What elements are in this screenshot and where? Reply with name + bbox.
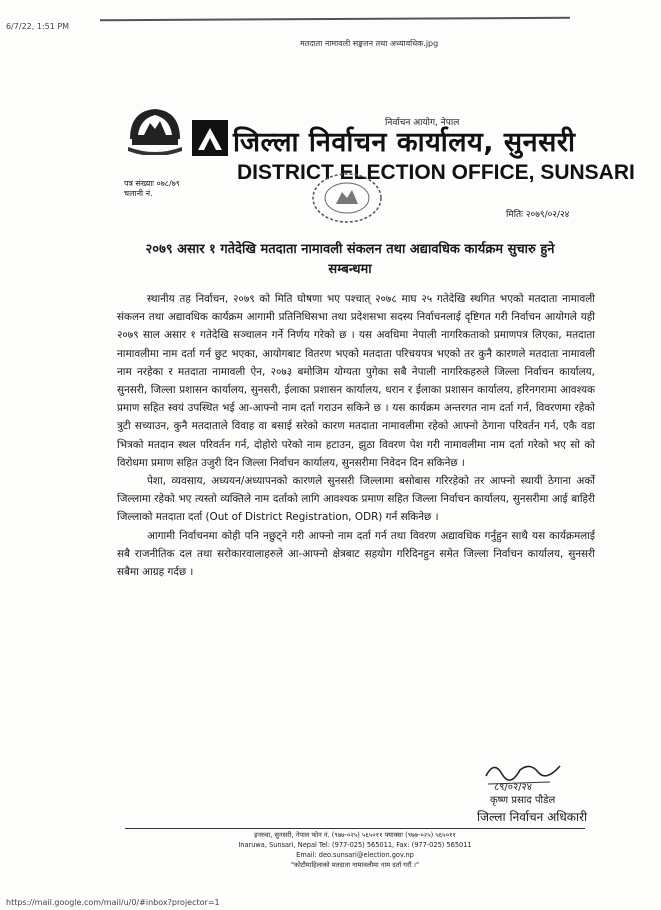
file-name: मतदाता नामावली सङ्कलन तथा अध्यावधिक.jpg xyxy=(300,39,439,48)
office-seal-stamp xyxy=(300,170,395,230)
handwritten-signature xyxy=(480,756,565,792)
reference-number: पत्र संख्याः ०७८/७९ xyxy=(124,179,180,188)
signer-title: जिल्ला निर्वाचन अधिकारी xyxy=(477,810,588,824)
office-name-english: DISTRICT ELECTION OFFICE, SUNSARI xyxy=(237,161,635,184)
page-top-border xyxy=(100,17,570,21)
print-url: https://mail.google.com/mail/u/0/#inbox?projector=1 xyxy=(6,898,220,907)
dispatch-number: चलानी नं. xyxy=(124,189,153,198)
footer-email: Email: deo.sunsari@election.gov.np xyxy=(296,851,414,859)
print-timestamp: 6/7/22, 1:51 PM xyxy=(6,22,70,31)
office-name-nepali: जिल्ला निर्वाचन कार्यालय, सुनसरी xyxy=(233,127,576,158)
footer-slogan: "कोटौमाहिलाको मतदाता नामावलीमा नाम दर्ता गरौं ।" xyxy=(290,861,420,869)
nepal-emblem-logo xyxy=(126,105,184,155)
signer-name: कृष्ण प्रसाद पौडेल xyxy=(490,795,556,806)
letter-date: मितिः २०७९/०२/२४ xyxy=(506,210,570,220)
body-paragraph: स्थानीय तह निर्वाचन, २०७९ को मिति घोषणा भए पश्चात् २०७८ माघ २५ गतेदेखि स्थगित भएको मतदाता नामावली संकलन तथा अद्यावधिक कार्यक्रम आगामी प्रतिनिधिसभा तथा प्रदेशसभा सदस्य निर्वाचनलाई दृष्टिगत गरी निर्वाचन आयोगले यही २०७९ साल असार १ गतेदेखि सञ्चालन गर्ने निर्णय गरेको छ । यस अवधिमा नेपाली नागरिकताको प्रमाणपत्र लिएका, मतदाता नामावलीमा नाम दर्ता गर्न छुट भएका, आयोगबाट वितरण भएको मतदाता परिचयपत्र भएको तर कुनै कारणले मतदाता नामावली नाम नरहेका र मतदाता नामावली ऐन, २०७३ बमोजिम योग्यता पुगेका सबै नेपाली नागरिकहरुले जिल्ला निर्वाचन कार्यालय, सुनसरी, जिल्ला प्रशासन कार्यालय, सुनसरी, ईलाका प्रशासन कार्यालय, धरान र ईलाका प्रशासन कार्यालय, हरिनगरामा आवश्यक प्रमाण सहित स्वयं उपस्थित भई आ-आफ्नो नाम दर्ता गराउन सकिने छ । यस कार्यक्रम अन्तरगत नाम दर्ता गर्न, विवरणमा रहेको त्रुटी सच्याउन, कुनै मतदाताले विवाह वा बसाई सरेको कारण मतदाता नामावलीमा रहेको आफ्नो ठेगाना परिवर्तन गर्न, एकै वडा भित्रको मतदान स्थल परिवर्तन गर्न, दोहोरो परेको नाम हटाउन, झुठा विवरण पेश गरी नामावलीमा नाम दर्ता गरेको भए सो को विरोधमा प्रमाण सहित उजुरी दिन जिल्ला निर्वाचन कार्यालय, सुनसरीमा निवेदन दिन सकिनेछ । xyxy=(117,293,595,469)
footer-address-english: Inaruwa, Sunsari, Nepal Tel: (977-025) 565011, Fax: (977-025) 565011 xyxy=(238,841,472,849)
commission-name: निर्वाचन आयोग, नेपाल xyxy=(385,118,460,128)
body-paragraph: पेशा, व्यवसाय, अध्ययन/अध्यापनको कारणले सुनसरी जिल्लामा बसोबास गरिरहेको तर आफ्नो स्थायी ठेगाना अर्को जिल्लामा रहेको भए त्यस्तो व्यक्तिले नाम दर्ताको लागि आवश्यक प्रमाण सहित जिल्ला निर्वाचन कार्यालय, सुनसरीमा आई बाहिरी जिल्लाको मतदाता दर्ता (Out of District Registration, ODR) गर्न सकिनेछ । xyxy=(117,475,595,524)
letter-body xyxy=(117,290,595,581)
footer-address-nepali: इनरुवा, सुनसरी, नेपाल फोन नं. (९७७-०२५) ५६५०११ फ्याक्सः (९७७-०२५) ५६५०११ xyxy=(254,831,456,839)
body-paragraph: आगामी निर्वाचनमा कोही पनि नछुट्ने गरी आफ्नो नाम दर्ता गर्न तथा विवरण अद्यावधिक गर्नुहुन साथै यस कार्यक्रमलाई सबै राजनीतिक दल तथा सरोकारवालाहरुले आ-आफ्नो क्षेत्रबाट सहयोग गरिदिनहुन समेत जिल्ला निर्वाचन कार्यालय, सुनसरी सबैमा आग्रह गर्दछ । xyxy=(117,529,595,579)
footer-divider xyxy=(125,828,585,829)
signature-date: ८९/०२/२४ xyxy=(494,782,532,792)
election-commission-mark xyxy=(190,118,230,158)
letter-footer xyxy=(125,830,585,870)
letter-subject: २०७९ असार १ गतेदेखि मतदाता नामावली संकलन तथा अद्यावधिक कार्यक्रम सुचारु हुने सम्बन्धमा xyxy=(145,242,555,277)
